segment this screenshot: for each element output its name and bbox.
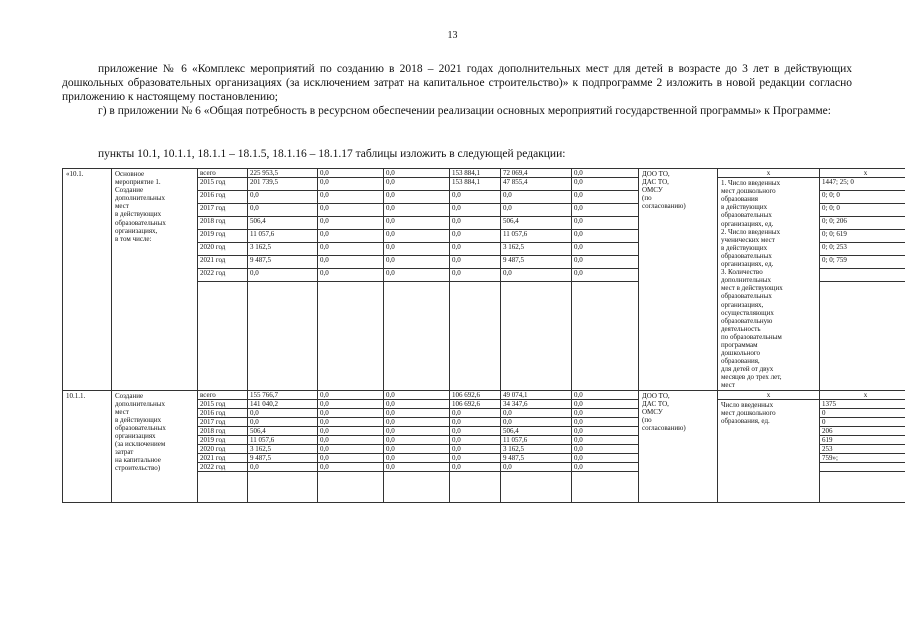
- amount-cell: 9 487,5: [501, 454, 572, 463]
- paragraph-table-points: пункты 10.1, 10.1.1, 18.1.1 – 18.1.5, 18.1.16 – 18.1.17 таблицы изложить в следующей редакции:: [98, 148, 566, 160]
- indicator-value: 0; 0; 0: [820, 191, 905, 204]
- amount-cell: 0,0: [572, 399, 639, 408]
- amount-cell: 0,0: [450, 436, 501, 445]
- paragraph-appendix-6: приложение № 6 «Комплекс мероприятий по созданию в 2018 – 2021 годах дополнительных мест для детей в возрасте до 3 лет в действующих дошкольных образовательных организациях (за исключением затрат на капитальное строительство)» к подпрограмме 2 изложить в новой редакции согласно приложению к настоящему постановлению;: [62, 63, 852, 104]
- amount-cell: 3 162,5: [501, 243, 572, 256]
- indicator-value: 1447; 25; 0: [820, 178, 905, 191]
- amount-cell: 0,0: [384, 169, 450, 178]
- amount-cell: 0,0: [572, 408, 639, 417]
- amount-cell: 155 766,7: [248, 390, 318, 399]
- amount-cell: 0,0: [384, 454, 450, 463]
- item-number: 10.1.1.: [63, 390, 112, 503]
- amount-cell: 0,0: [248, 417, 318, 426]
- amount-cell: 0,0: [572, 178, 639, 191]
- indicator-value: 759»;: [820, 454, 905, 463]
- amount-cell: 0,0: [318, 178, 384, 191]
- amount-cell: 0,0: [572, 243, 639, 256]
- indicator-value: 253: [820, 445, 905, 454]
- indicator-value: 0; 0; 206: [820, 217, 905, 230]
- item-name: Основное мероприятие 1. Создание дополнительных мест в действующих образовательных организациях, в том числе:: [112, 169, 198, 391]
- amount-cell: 0,0: [248, 204, 318, 217]
- amount-cell: 0,0: [501, 408, 572, 417]
- amount-cell: 0,0: [572, 390, 639, 399]
- year-cell: 2016 год: [198, 191, 248, 204]
- amount-cell: 0,0: [384, 408, 450, 417]
- year-cell: 2017 год: [198, 204, 248, 217]
- amount-cell: 0,0: [572, 191, 639, 204]
- year-cell: всего: [198, 169, 248, 178]
- amount-cell: 0,0: [248, 268, 318, 281]
- amount-cell: 0,0: [572, 454, 639, 463]
- table-row: [63, 390, 905, 399]
- amount-cell: 225 953,5: [248, 169, 318, 178]
- indicator-value: [820, 268, 905, 281]
- amount-cell: 0,0: [318, 454, 384, 463]
- indicator-value: [820, 281, 905, 390]
- amount-cell: 0,0: [384, 268, 450, 281]
- amount-cell: 0,0: [384, 390, 450, 399]
- year-cell: 2019 год: [198, 230, 248, 243]
- amount-cell: 0,0: [318, 399, 384, 408]
- amount-cell: 0,0: [318, 463, 384, 472]
- indicator-values-header: х: [820, 169, 905, 178]
- amount-cell: 106 692,6: [450, 390, 501, 399]
- amount-cell: 0,0: [572, 217, 639, 230]
- amount-cell: 0,0: [572, 436, 639, 445]
- amount-cell: 0,0: [318, 230, 384, 243]
- year-cell: 2015 год: [198, 178, 248, 191]
- amount-cell: 0,0: [318, 417, 384, 426]
- amount-cell: 9 487,5: [248, 256, 318, 269]
- amount-cell: 506,4: [248, 426, 318, 435]
- amount-cell: 0,0: [572, 463, 639, 472]
- amount-cell: 0,0: [318, 256, 384, 269]
- amount-cell: 201 739,5: [248, 178, 318, 191]
- amount-cell: 0,0: [318, 217, 384, 230]
- amount-cell: 0,0: [450, 417, 501, 426]
- amount-cell: 0,0: [572, 169, 639, 178]
- amount-cell: 34 347,6: [501, 399, 572, 408]
- amount-cell: 0,0: [501, 268, 572, 281]
- table-block-10-1: [63, 169, 905, 391]
- indicator-text: 1. Число введенных мест дошкольного образования в действующих образовательных организациях, ед. 2. Число введенных ученических мест в действующих образовательных организациях, ед. 3. Количество дополнительных мест в действующих образовательных организациях, осуществляющих образовательную деятельность по образовательным программам дошкольного образования, для детей от двух месяцев до трех лет, мест: [718, 178, 820, 390]
- amount-cell: 0,0: [450, 230, 501, 243]
- amount-cell: 0,0: [501, 191, 572, 204]
- amount-cell: 0,0: [318, 268, 384, 281]
- year-cell: 2022 год: [198, 268, 248, 281]
- indicator-values-header: х: [820, 390, 905, 399]
- amount-cell: 0,0: [384, 417, 450, 426]
- amount-cell: 0,0: [384, 230, 450, 243]
- amount-cell: 153 884,1: [450, 169, 501, 178]
- indicator-value: [820, 472, 905, 503]
- amount-cell: 0,0: [450, 268, 501, 281]
- amount-cell: 3 162,5: [501, 445, 572, 454]
- indicator-value: [820, 463, 905, 472]
- amount-cell: 106 692,6: [450, 399, 501, 408]
- year-cell: 2015 год: [198, 399, 248, 408]
- amount-cell: 0,0: [572, 445, 639, 454]
- indicator-value: 0; 0; 0: [820, 204, 905, 217]
- indicator-header: х: [718, 169, 820, 178]
- amount-cell: 0,0: [450, 463, 501, 472]
- amount-cell: 0,0: [318, 436, 384, 445]
- amount-cell: 47 855,4: [501, 178, 572, 191]
- amount-cell: 11 057,6: [248, 230, 318, 243]
- amount-cell: 0,0: [572, 426, 639, 435]
- amount-cell: 72 069,4: [501, 169, 572, 178]
- amount-cell: 0,0: [450, 445, 501, 454]
- year-cell: 2017 год: [198, 417, 248, 426]
- indicator-value: 619: [820, 436, 905, 445]
- amount-cell: 506,4: [248, 217, 318, 230]
- amount-cell: 3 162,5: [248, 445, 318, 454]
- amount-cell: 0,0: [572, 204, 639, 217]
- year-cell: 2018 год: [198, 426, 248, 435]
- amount-cell: 9 487,5: [501, 256, 572, 269]
- indicator-value: 0; 0; 253: [820, 243, 905, 256]
- table-row: [63, 169, 905, 178]
- amount-cell: 0,0: [248, 408, 318, 417]
- amount-cell: 0,0: [450, 191, 501, 204]
- amount-cell: 506,4: [501, 426, 572, 435]
- amount-cell: 0,0: [450, 204, 501, 217]
- amount-cell: 0,0: [572, 230, 639, 243]
- year-cell: 2021 год: [198, 256, 248, 269]
- indicator-value: 206: [820, 426, 905, 435]
- amount-cell: 0,0: [318, 390, 384, 399]
- amount-cell: 0,0: [384, 399, 450, 408]
- amount-cell: 506,4: [501, 217, 572, 230]
- amount-cell: 0,0: [450, 243, 501, 256]
- amount-cell: 0,0: [318, 243, 384, 256]
- resource-table: [62, 168, 905, 503]
- amount-cell: 9 487,5: [248, 454, 318, 463]
- amount-cell: 0,0: [384, 426, 450, 435]
- amount-cell: 0,0: [572, 417, 639, 426]
- amount-cell: 0,0: [450, 256, 501, 269]
- amount-cell: 11 057,6: [248, 436, 318, 445]
- amount-cell: 0,0: [318, 408, 384, 417]
- amount-cell: 0,0: [384, 463, 450, 472]
- amount-cell: 49 074,1: [501, 390, 572, 399]
- amount-cell: 11 057,6: [501, 436, 572, 445]
- indicator-value: 0; 0; 619: [820, 230, 905, 243]
- amount-cell: 0,0: [384, 217, 450, 230]
- indicator-header: х: [718, 390, 820, 399]
- amount-cell: 0,0: [450, 408, 501, 417]
- amount-cell: 0,0: [384, 178, 450, 191]
- amount-cell: 153 884,1: [450, 178, 501, 191]
- amount-cell: 0,0: [384, 436, 450, 445]
- amount-cell: 0,0: [501, 463, 572, 472]
- item-number: «10.1.: [63, 169, 112, 391]
- indicator-value: 0: [820, 417, 905, 426]
- amount-cell: 0,0: [248, 191, 318, 204]
- year-cell: 2016 год: [198, 408, 248, 417]
- amount-cell: 0,0: [501, 204, 572, 217]
- amount-cell: 3 162,5: [248, 243, 318, 256]
- amount-cell: 0,0: [318, 191, 384, 204]
- indicator-text: Число введенных мест дошкольного образования, ед.: [718, 399, 820, 503]
- amount-cell: 0,0: [384, 204, 450, 217]
- amount-cell: 0,0: [450, 426, 501, 435]
- amount-cell: 0,0: [450, 454, 501, 463]
- table-block-10-1-1: [63, 390, 905, 503]
- amount-cell: 0,0: [318, 426, 384, 435]
- indicator-value: 1375: [820, 399, 905, 408]
- year-cell: 2022 год: [198, 463, 248, 472]
- year-cell: всего: [198, 390, 248, 399]
- amount-cell: 141 040,2: [248, 399, 318, 408]
- amount-cell: 11 057,6: [501, 230, 572, 243]
- page-number: 13: [447, 30, 458, 41]
- amount-cell: 0,0: [450, 217, 501, 230]
- paragraph-item-g: г) в приложении № 6 «Общая потребность в ресурсном обеспечении реализации основных мероприятий государственной программы» к Программе:: [98, 105, 831, 117]
- amount-cell: 0,0: [572, 256, 639, 269]
- year-cell: 2018 год: [198, 217, 248, 230]
- item-name: Создание дополнительных мест в действующих образовательных организациях (за исключением затрат на капитальное строительство): [112, 390, 198, 503]
- year-cell: 2020 год: [198, 243, 248, 256]
- year-cell: 2020 год: [198, 445, 248, 454]
- amount-cell: 0,0: [248, 463, 318, 472]
- year-cell: 2019 год: [198, 436, 248, 445]
- indicator-value: 0: [820, 408, 905, 417]
- year-cell: 2021 год: [198, 454, 248, 463]
- amount-cell: 0,0: [318, 204, 384, 217]
- amount-cell: 0,0: [384, 191, 450, 204]
- amount-cell: 0,0: [501, 417, 572, 426]
- amount-cell: 0,0: [384, 256, 450, 269]
- executor-cell: ДОО ТО, ДАС ТО, ОМСУ (по согласованию): [639, 390, 718, 503]
- indicator-value: 0; 0; 759: [820, 256, 905, 269]
- amount-cell: 0,0: [572, 268, 639, 281]
- amount-cell: 0,0: [318, 445, 384, 454]
- amount-cell: 0,0: [384, 243, 450, 256]
- amount-cell: 0,0: [318, 169, 384, 178]
- amount-cell: 0,0: [384, 445, 450, 454]
- executor-cell: ДОО ТО, ДАС ТО, ОМСУ (по согласованию): [639, 169, 718, 391]
